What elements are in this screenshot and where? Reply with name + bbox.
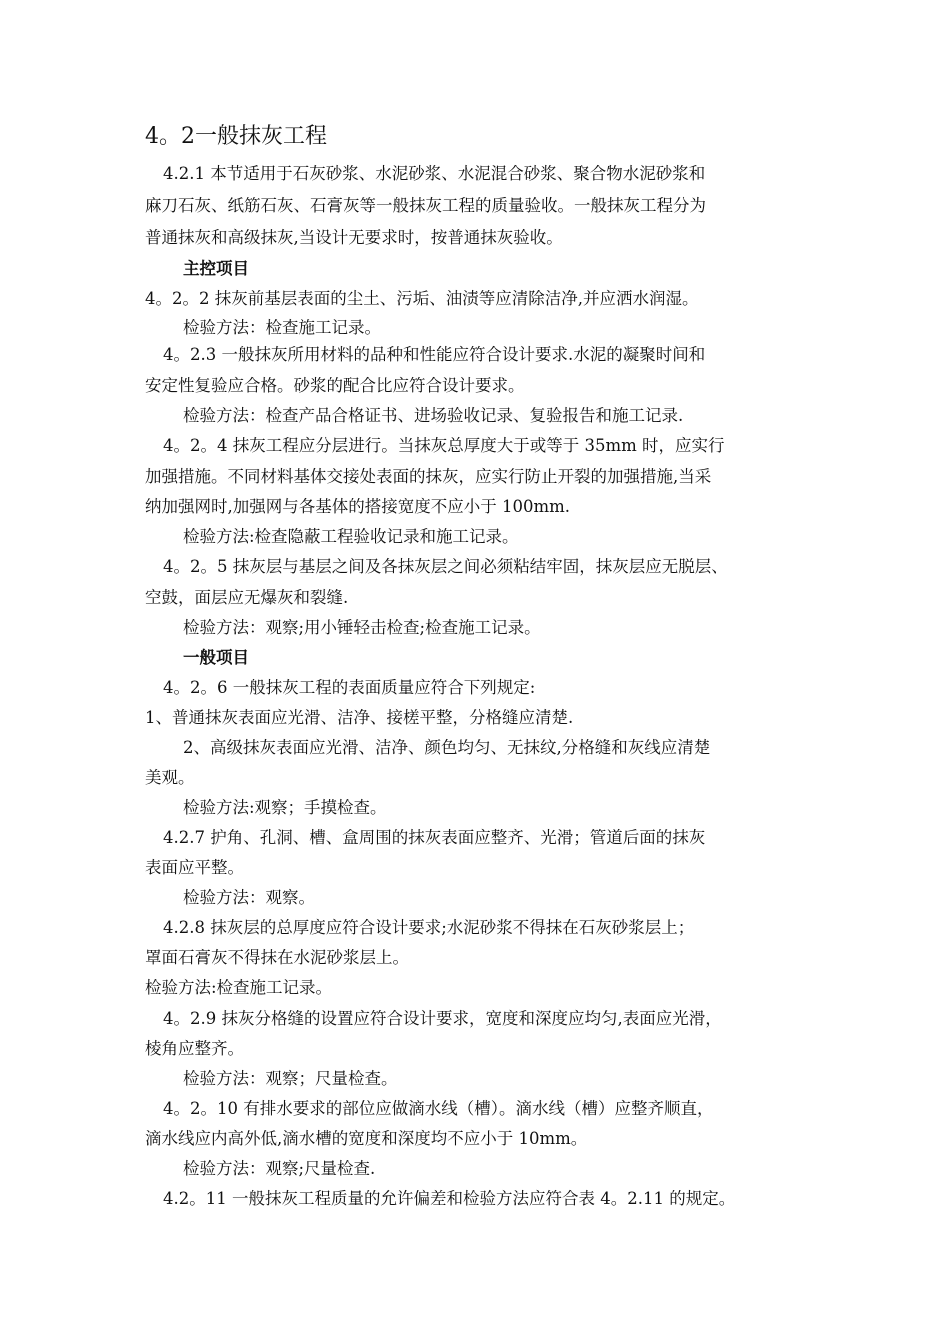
clause-4-2-2-method: 检验方法：检查施工记录。 xyxy=(183,318,381,337)
clause-4-2-8-line-1: 4.2.8 抹灰层的总厚度应符合设计要求;水泥砂浆不得抹在石灰砂浆层上； xyxy=(163,918,695,937)
clause-4-2-4-method: 检验方法:检查隐蔽工程验收记录和施工记录。 xyxy=(183,527,519,546)
clause-4-2-5-line-1: 4。2。5 抹灰层与基层之间及各抹灰层之间必须粘结牢固，抹灰层应无脱层、 xyxy=(163,557,728,576)
clause-4-2-10-line-2: 滴水线应内高外低,滴水槽的宽度和深度均不应小于 10mm。 xyxy=(145,1129,588,1148)
clause-4-2-10-line-1: 4。2。10 有排水要求的部位应做滴水线（槽）。滴水线（槽）应整齐顺直， xyxy=(163,1099,714,1118)
clause-4-2-1-line-2: 麻刀石灰、纸筋石灰、石膏灰等一般抹灰工程的质量验收。一般抹灰工程分为 xyxy=(145,196,706,215)
clause-4-2-2-line-1: 4。2。2 抹灰前基层表面的尘土、污垢、油渍等应清除洁净,并应洒水润湿。 xyxy=(145,289,699,308)
clause-4-2-9-method: 检验方法：观察；尺量检查。 xyxy=(183,1069,398,1088)
clause-4-2-5-line-2: 空鼓，面层应无爆灰和裂缝. xyxy=(145,588,349,607)
clause-4-2-1-line-3: 普通抹灰和高级抹灰,当设计无要求时，按普通抹灰验收。 xyxy=(145,228,563,247)
heading-general-items: 一般项目 xyxy=(183,648,249,667)
clause-4-2-6-item-2-line-2: 美观。 xyxy=(145,768,195,787)
clause-4-2-9-line-2: 棱角应整齐。 xyxy=(145,1039,244,1058)
clause-4-2-4-line-3: 纳加强网时,加强网与各基体的搭接宽度不应小于 100mm. xyxy=(145,497,571,516)
clause-4-2-7-method: 检验方法：观察。 xyxy=(183,888,315,907)
clause-4-2-4-line-2: 加强措施。不同材料基体交接处表面的抹灰，应实行防止开裂的加强措施,当采 xyxy=(145,467,712,486)
clause-4-2-8-line-2: 罩面石膏灰不得抹在水泥砂浆层上。 xyxy=(145,948,409,967)
clause-4-2-5-method: 检验方法：观察;用小锤轻击检查;检查施工记录。 xyxy=(183,618,541,637)
clause-4-2-6-item-2-line-1: 2、高级抹灰表面应光滑、洁净、颜色均匀、无抹纹,分格缝和灰线应清楚 xyxy=(183,738,711,757)
clause-4-2-6-method: 检验方法:观察；手摸检查。 xyxy=(183,798,387,817)
clause-4-2-11-line-1: 4.2。11 一般抹灰工程质量的允许偏差和检验方法应符合表 4。2.11 的规定。 xyxy=(163,1189,736,1208)
clause-4-2-4-line-1: 4。2。4 抹灰工程应分层进行。当抹灰总厚度大于或等于 35mm 时，应实行 xyxy=(163,436,725,455)
clause-4-2-3-line-1: 4。2.3 一般抹灰所用材料的品种和性能应符合设计要求.水泥的凝聚时间和 xyxy=(163,345,706,364)
clause-4-2-3-method: 检验方法：检查产品合格证书、进场验收记录、复验报告和施工记录. xyxy=(183,406,684,425)
clause-4-2-6-line-1: 4。2。6 一般抹灰工程的表面质量应符合下列规定: xyxy=(163,678,536,697)
clause-4-2-10-method: 检验方法：观察;尺量检查. xyxy=(183,1159,376,1178)
clause-4-2-8-method: 检验方法:检查施工记录。 xyxy=(145,978,333,997)
clause-4-2-7-line-1: 4.2.7 护角、孔洞、槽、盒周围的抹灰表面应整齐、光滑；管道后面的抹灰 xyxy=(163,828,706,847)
heading-main-items: 主控项目 xyxy=(183,259,249,278)
clause-4-2-1-line-1: 4.2.1 本节适用于石灰砂浆、水泥砂浆、水泥混合砂浆、聚合物水泥砂浆和 xyxy=(163,164,706,183)
clause-4-2-3-line-2: 安定性复验应合格。砂浆的配合比应符合设计要求。 xyxy=(145,376,525,395)
clause-4-2-7-line-2: 表面应平整。 xyxy=(145,858,244,877)
section-title: 4。2一般抹灰工程 xyxy=(145,124,327,149)
clause-4-2-9-line-1: 4。2.9 抹灰分格缝的设置应符合设计要求，宽度和深度应均匀,表面应光滑， xyxy=(163,1009,722,1028)
clause-4-2-6-item-1: 1、普通抹灰表面应光滑、洁净、接槎平整，分格缝应清楚. xyxy=(145,708,574,727)
